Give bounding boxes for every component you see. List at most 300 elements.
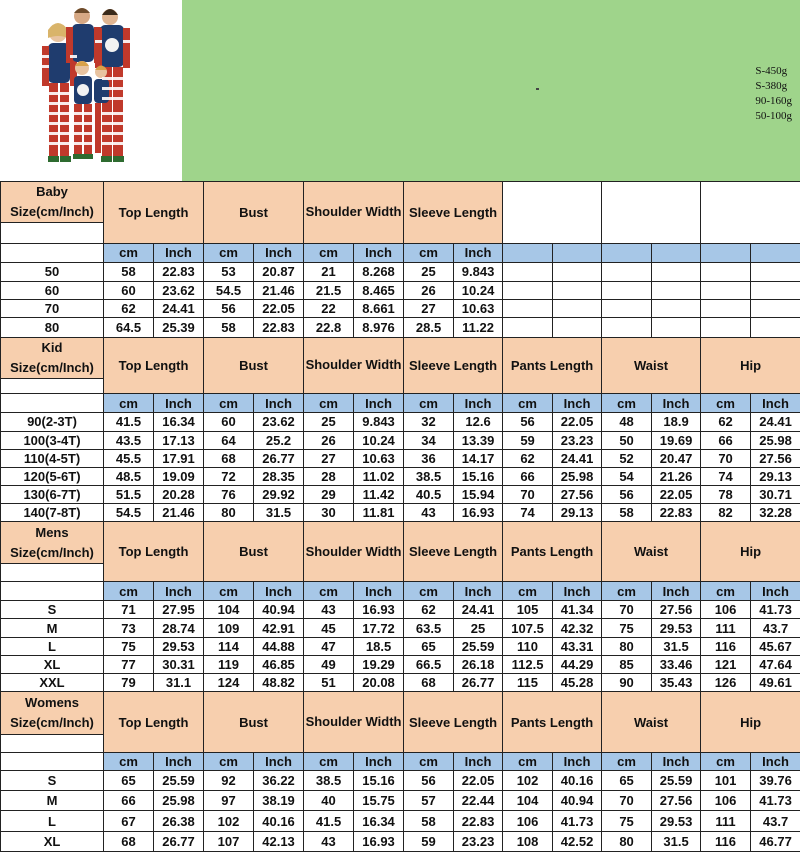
value-cell: 70	[503, 486, 553, 504]
value-cell: 9.843	[354, 413, 404, 431]
unit-inch: Inch	[254, 243, 304, 262]
value-cell	[553, 318, 602, 337]
section-title	[1, 182, 104, 223]
column-header	[701, 182, 800, 244]
value-cell: 25.98	[553, 467, 602, 485]
value-cell: 23.23	[553, 431, 602, 449]
size-label: XXL	[1, 674, 104, 692]
unit-cm: cm	[701, 394, 751, 413]
spacer-cell	[1, 223, 104, 243]
section-title-line1: Baby	[36, 184, 68, 200]
value-cell: 36	[404, 449, 454, 467]
weight-item: S-380g	[755, 80, 788, 92]
value-cell: 75	[602, 811, 652, 831]
value-cell: 25.98	[751, 431, 800, 449]
unit-inch: Inch	[553, 582, 602, 601]
value-cell: 38.19	[254, 791, 304, 811]
table-row	[1, 601, 800, 619]
column-header: Sleeve Length	[404, 337, 503, 394]
unit-cm: cm	[104, 752, 154, 770]
table-row	[1, 791, 800, 811]
unit-inch: Inch	[454, 394, 503, 413]
value-cell: 16.93	[454, 504, 503, 522]
table-row	[1, 771, 800, 791]
value-cell: 26.77	[254, 449, 304, 467]
value-cell: 25.59	[154, 771, 204, 791]
unit-inch: Inch	[751, 752, 800, 770]
value-cell: 30.31	[154, 655, 204, 673]
value-cell: 78	[701, 486, 751, 504]
value-cell: 63.5	[404, 619, 454, 637]
value-cell	[602, 282, 652, 300]
value-cell: 62	[404, 601, 454, 619]
value-cell: 42.13	[254, 831, 304, 851]
value-cell: 38.5	[304, 771, 354, 791]
value-cell: 25.2	[254, 431, 304, 449]
column-header: Shoulder Width	[304, 692, 404, 753]
value-cell: 97	[204, 791, 254, 811]
value-cell: 121	[701, 655, 751, 673]
value-cell: 26.77	[154, 831, 204, 851]
value-cell: 114	[204, 637, 254, 655]
table-row	[1, 619, 800, 637]
value-cell: 71	[104, 601, 154, 619]
value-cell: 85	[602, 655, 652, 673]
size-label: S	[1, 771, 104, 791]
value-cell: 41.5	[104, 413, 154, 431]
value-cell: 44.29	[553, 655, 602, 673]
value-cell: 80	[204, 504, 254, 522]
unit-cm: cm	[204, 243, 254, 262]
size-label: 110(4-5T)	[1, 449, 104, 467]
value-cell: 30	[304, 504, 354, 522]
size-label: M	[1, 791, 104, 811]
value-cell: 111	[701, 619, 751, 637]
value-cell: 20.08	[354, 674, 404, 692]
unit-row	[1, 243, 800, 262]
column-header: Pants Length	[503, 692, 602, 753]
value-cell: 49.61	[751, 674, 800, 692]
unit-row	[1, 394, 800, 413]
value-cell: 28	[304, 467, 354, 485]
value-cell: 31.5	[652, 831, 701, 851]
value-cell: 15.75	[354, 791, 404, 811]
value-cell: 62	[701, 413, 751, 431]
value-cell: 107	[204, 831, 254, 851]
table-row	[1, 637, 800, 655]
unit-cm: cm	[503, 394, 553, 413]
unit-inch: Inch	[652, 582, 701, 601]
value-cell: 68	[204, 449, 254, 467]
value-cell: 26.18	[454, 655, 503, 673]
value-cell: 23.62	[154, 282, 204, 300]
value-cell: 41.73	[751, 791, 800, 811]
value-cell: 77	[104, 655, 154, 673]
value-cell: 40.16	[254, 811, 304, 831]
value-cell: 112.5	[503, 655, 553, 673]
value-cell: 22.05	[553, 413, 602, 431]
value-cell: 70	[602, 791, 652, 811]
value-cell	[503, 262, 553, 281]
value-cell: 107.5	[503, 619, 553, 637]
value-cell: 22.05	[254, 300, 304, 318]
size-label: L	[1, 811, 104, 831]
value-cell	[652, 300, 701, 318]
value-cell: 21.26	[652, 467, 701, 485]
value-cell: 17.13	[154, 431, 204, 449]
value-cell	[602, 262, 652, 281]
weight-item: 90-160g	[755, 95, 792, 107]
column-header: Top Length	[104, 522, 204, 582]
column-header: Shoulder Width	[304, 337, 404, 394]
unit-blank	[1, 394, 104, 413]
value-cell: 31.5	[652, 637, 701, 655]
value-cell: 56	[503, 413, 553, 431]
value-cell: 25.59	[652, 771, 701, 791]
value-cell: 40.16	[553, 771, 602, 791]
table-row	[1, 486, 800, 504]
value-cell: 11.22	[454, 318, 503, 337]
value-cell: 29.92	[254, 486, 304, 504]
value-cell: 25	[404, 262, 454, 281]
column-header: Top Length	[104, 692, 204, 753]
unit-inch: Inch	[354, 394, 404, 413]
value-cell: 62	[503, 449, 553, 467]
spacer-cell	[1, 378, 104, 393]
value-cell: 75	[602, 619, 652, 637]
value-cell: 17.72	[354, 619, 404, 637]
value-cell: 10.63	[354, 449, 404, 467]
column-header: Pants Length	[503, 337, 602, 394]
unit-cm: cm	[104, 243, 154, 262]
unit-inch	[751, 243, 800, 262]
value-cell: 58	[104, 262, 154, 281]
unit-blank	[1, 243, 104, 262]
value-cell: 45.28	[553, 674, 602, 692]
value-cell: 8.976	[354, 318, 404, 337]
column-header: Sleeve Length	[404, 522, 503, 582]
unit-cm: cm	[602, 394, 652, 413]
value-cell: 115	[503, 674, 553, 692]
unit-inch: Inch	[553, 394, 602, 413]
column-header: Top Length	[104, 182, 204, 244]
value-cell: 24.41	[553, 449, 602, 467]
value-cell: 105	[503, 601, 553, 619]
value-cell: 66.5	[404, 655, 454, 673]
value-cell: 19.09	[154, 467, 204, 485]
value-cell: 108	[503, 831, 553, 851]
value-cell: 106	[701, 791, 751, 811]
section-title-line2: Size(cm/Inch)	[10, 714, 94, 730]
info-panel	[182, 0, 800, 181]
value-cell: 40.94	[553, 791, 602, 811]
value-cell	[503, 300, 553, 318]
value-cell: 58	[602, 504, 652, 522]
value-cell: 62	[104, 300, 154, 318]
table-row	[1, 449, 800, 467]
value-cell: 68	[404, 674, 454, 692]
value-cell: 12.6	[454, 413, 503, 431]
value-cell: 40	[304, 791, 354, 811]
value-cell: 54	[602, 467, 652, 485]
value-cell: 102	[503, 771, 553, 791]
size-label: XL	[1, 831, 104, 851]
value-cell: 57	[404, 791, 454, 811]
value-cell: 33.46	[652, 655, 701, 673]
value-cell: 80	[602, 637, 652, 655]
value-cell: 79	[104, 674, 154, 692]
value-cell: 20.28	[154, 486, 204, 504]
unit-cm	[602, 243, 652, 262]
column-header: Hip	[701, 337, 800, 394]
value-cell: 13.39	[454, 431, 503, 449]
column-header: Shoulder Width	[304, 522, 404, 582]
column-header: Shoulder Width	[304, 182, 404, 244]
unit-row	[1, 582, 800, 601]
value-cell: 22.83	[254, 318, 304, 337]
column-header	[503, 182, 602, 244]
value-cell: 16.93	[354, 601, 404, 619]
column-header: Sleeve Length	[404, 692, 503, 753]
section-title	[1, 337, 104, 378]
unit-inch: Inch	[254, 394, 304, 413]
value-cell: 106	[503, 811, 553, 831]
value-cell: 8.465	[354, 282, 404, 300]
value-cell: 65	[404, 637, 454, 655]
value-cell: 24.41	[454, 601, 503, 619]
unit-cm: cm	[104, 582, 154, 601]
value-cell	[503, 318, 553, 337]
section-header-row	[1, 337, 800, 378]
value-cell: 54.5	[204, 282, 254, 300]
value-cell: 22.83	[454, 811, 503, 831]
value-cell: 10.63	[454, 300, 503, 318]
value-cell: 48	[602, 413, 652, 431]
value-cell: 50	[602, 431, 652, 449]
value-cell: 46.85	[254, 655, 304, 673]
value-cell: 40.94	[254, 601, 304, 619]
unit-cm	[503, 243, 553, 262]
unit-cm: cm	[104, 394, 154, 413]
value-cell: 66	[503, 467, 553, 485]
value-cell: 48.5	[104, 467, 154, 485]
value-cell: 25.59	[454, 637, 503, 655]
value-cell: 21.5	[304, 282, 354, 300]
spacer-cell	[1, 563, 104, 581]
value-cell: 92	[204, 771, 254, 791]
value-cell: 73	[104, 619, 154, 637]
value-cell: 74	[503, 504, 553, 522]
value-cell: 74	[701, 467, 751, 485]
value-cell: 59	[404, 831, 454, 851]
value-cell: 66	[701, 431, 751, 449]
value-cell: 27.56	[652, 791, 701, 811]
unit-inch: Inch	[751, 394, 800, 413]
value-cell: 64	[204, 431, 254, 449]
value-cell: 65	[602, 771, 652, 791]
value-cell: 19.29	[354, 655, 404, 673]
value-cell: 60	[204, 413, 254, 431]
value-cell: 36.22	[254, 771, 304, 791]
unit-inch: Inch	[354, 243, 404, 262]
value-cell	[553, 282, 602, 300]
dot-mark	[536, 88, 539, 90]
size-label: 60	[1, 282, 104, 300]
column-header: Top Length	[104, 337, 204, 394]
spacer-cell	[1, 734, 104, 752]
size-label: 120(5-6T)	[1, 467, 104, 485]
product-photo	[0, 0, 182, 181]
value-cell: 67	[104, 811, 154, 831]
value-cell: 43.7	[751, 811, 800, 831]
value-cell: 21	[304, 262, 354, 281]
value-cell: 22.83	[154, 262, 204, 281]
value-cell: 29.13	[553, 504, 602, 522]
value-cell: 48.82	[254, 674, 304, 692]
value-cell: 11.42	[354, 486, 404, 504]
unit-cm: cm	[701, 582, 751, 601]
value-cell: 49	[304, 655, 354, 673]
value-cell: 70	[602, 601, 652, 619]
value-cell: 26	[304, 431, 354, 449]
unit-inch: Inch	[154, 394, 204, 413]
value-cell: 20.47	[652, 449, 701, 467]
size-label: 130(6-7T)	[1, 486, 104, 504]
value-cell: 23.23	[454, 831, 503, 851]
unit-cm: cm	[304, 752, 354, 770]
table-row	[1, 262, 800, 281]
section-title-line2: Size(cm/Inch)	[10, 544, 94, 560]
value-cell: 22.05	[454, 771, 503, 791]
value-cell: 106	[701, 601, 751, 619]
unit-cm: cm	[204, 582, 254, 601]
unit-cm: cm	[404, 243, 454, 262]
value-cell: 80	[602, 831, 652, 851]
value-cell: 8.661	[354, 300, 404, 318]
value-cell: 102	[204, 811, 254, 831]
value-cell: 47	[304, 637, 354, 655]
unit-blank	[1, 752, 104, 770]
value-cell: 20.87	[254, 262, 304, 281]
table-row	[1, 318, 800, 337]
unit-inch	[652, 243, 701, 262]
value-cell: 45.5	[104, 449, 154, 467]
value-cell: 56	[404, 771, 454, 791]
unit-inch	[553, 243, 602, 262]
value-cell: 27.56	[751, 449, 800, 467]
section-title-line1: Womens	[25, 694, 79, 710]
value-cell: 14.17	[454, 449, 503, 467]
column-header: Bust	[204, 337, 304, 394]
value-cell: 10.24	[354, 431, 404, 449]
value-cell: 42.91	[254, 619, 304, 637]
value-cell	[652, 282, 701, 300]
value-cell: 34	[404, 431, 454, 449]
value-cell	[751, 282, 800, 300]
size-label: 100(3-4T)	[1, 431, 104, 449]
value-cell: 30.71	[751, 486, 800, 504]
column-header: Bust	[204, 522, 304, 582]
value-cell: 25.98	[154, 791, 204, 811]
value-cell	[652, 318, 701, 337]
unit-cm: cm	[404, 582, 454, 601]
value-cell: 26.77	[454, 674, 503, 692]
column-header: Sleeve Length	[404, 182, 503, 244]
value-cell: 75	[104, 637, 154, 655]
column-header: Pants Length	[503, 522, 602, 582]
value-cell: 25	[304, 413, 354, 431]
unit-inch: Inch	[154, 582, 204, 601]
value-cell: 45	[304, 619, 354, 637]
header-area	[0, 0, 800, 181]
value-cell: 43.5	[104, 431, 154, 449]
column-header: Waist	[602, 692, 701, 753]
value-cell: 64.5	[104, 318, 154, 337]
value-cell: 28.5	[404, 318, 454, 337]
weight-list	[755, 64, 792, 124]
value-cell: 43.7	[751, 619, 800, 637]
value-cell: 53	[204, 262, 254, 281]
unit-cm: cm	[602, 752, 652, 770]
value-cell: 21.46	[254, 282, 304, 300]
value-cell: 43.31	[553, 637, 602, 655]
value-cell: 41.73	[553, 811, 602, 831]
section-header-row	[1, 522, 800, 563]
value-cell: 116	[701, 637, 751, 655]
value-cell: 23.62	[254, 413, 304, 431]
value-cell: 43	[304, 831, 354, 851]
section-title	[1, 692, 104, 734]
value-cell: 21.46	[154, 504, 204, 522]
value-cell: 29.53	[652, 619, 701, 637]
value-cell: 11.81	[354, 504, 404, 522]
value-cell: 32	[404, 413, 454, 431]
weight-item: S-450g	[755, 65, 788, 77]
value-cell: 104	[204, 601, 254, 619]
value-cell	[602, 300, 652, 318]
value-cell: 31.5	[254, 504, 304, 522]
value-cell	[701, 318, 751, 337]
unit-cm: cm	[304, 582, 354, 601]
unit-cm: cm	[404, 752, 454, 770]
unit-cm: cm	[701, 752, 751, 770]
value-cell: 27.95	[154, 601, 204, 619]
column-header: Hip	[701, 522, 800, 582]
table-row	[1, 282, 800, 300]
unit-cm: cm	[503, 582, 553, 601]
size-chart-table	[0, 181, 800, 852]
value-cell: 27.56	[553, 486, 602, 504]
value-cell: 39.76	[751, 771, 800, 791]
section-header-row	[1, 182, 800, 223]
value-cell	[751, 318, 800, 337]
value-cell: 15.94	[454, 486, 503, 504]
value-cell	[701, 282, 751, 300]
value-cell: 24.41	[154, 300, 204, 318]
unit-cm: cm	[602, 582, 652, 601]
unit-inch: Inch	[354, 752, 404, 770]
value-cell	[701, 262, 751, 281]
table-row	[1, 811, 800, 831]
value-cell: 18.5	[354, 637, 404, 655]
unit-inch: Inch	[154, 752, 204, 770]
unit-cm: cm	[204, 394, 254, 413]
column-header: Waist	[602, 522, 701, 582]
unit-cm: cm	[503, 752, 553, 770]
section-title	[1, 522, 104, 563]
unit-inch: Inch	[652, 752, 701, 770]
value-cell	[553, 300, 602, 318]
